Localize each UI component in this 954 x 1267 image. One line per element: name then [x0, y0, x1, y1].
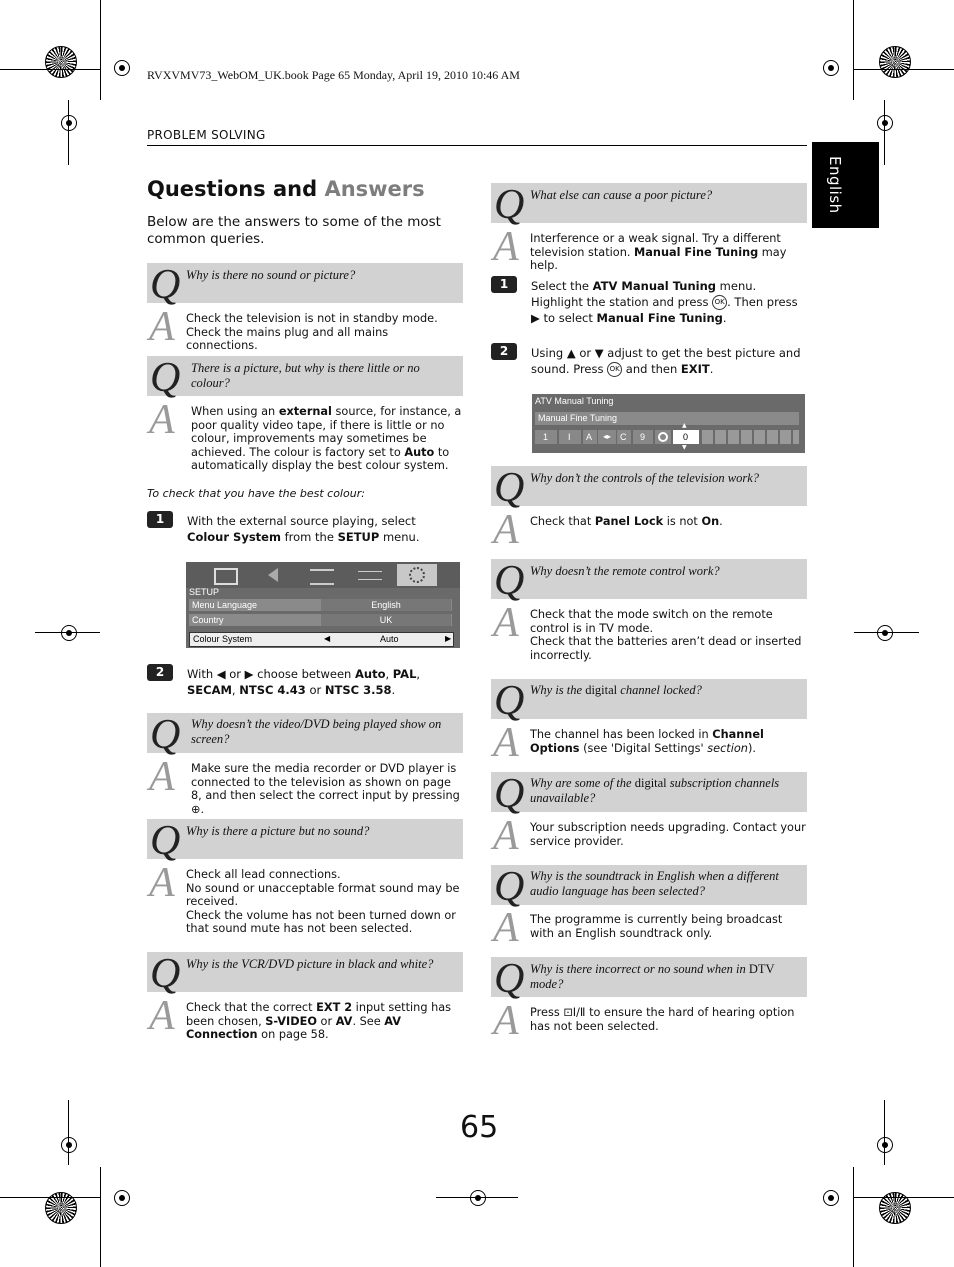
crop-line [100, 1167, 101, 1267]
instruction-note: To check that you have the best colour: [147, 487, 365, 500]
menu-title: SETUP [189, 587, 220, 597]
answer-text: Check all lead connections. No sound or unacceptable format sound may be received. Check the volume has not been turned down or that sound mute has not been selected. [186, 868, 460, 935]
down-arrow-icon: ▼ [682, 444, 687, 451]
crop-line [854, 632, 919, 633]
search-icon [655, 430, 671, 444]
tuning-cell: I [559, 430, 581, 444]
question-text: Why is the digital channel locked? [530, 683, 702, 697]
answer-text: Check that Panel Lock is not On. [530, 515, 723, 528]
answer-text: Press ⊡Ⅰ/Ⅱ to ensure the hard of hearing option has not been selected. [530, 1006, 795, 1033]
page-title: Questions and Answers [147, 177, 425, 201]
registration-mark-icon [114, 60, 130, 76]
menu-row-value: English [321, 599, 451, 611]
crop-line [854, 1197, 954, 1198]
crop-line [68, 1100, 69, 1165]
step-text: With the external source playing, select Colour System from the SETUP menu. [187, 514, 420, 544]
tuning-bar [702, 430, 799, 444]
q-letter: Q [494, 182, 525, 228]
a-letter: A [149, 993, 175, 1039]
registration-mark-icon [470, 1190, 486, 1206]
step-text: Select the ATV Manual Tuning menu. Highlight the station and press OK . Then press ▶ to select Manual Fine Tuning. [531, 279, 798, 325]
question-text: Why doesn’t the remote control work? [530, 564, 720, 578]
registration-mark-icon [61, 115, 77, 131]
q-letter: Q [494, 558, 525, 604]
question-text: Why is there incorrect or no sound when in DTV mode? [530, 962, 775, 991]
menu-row-label: Colour System [193, 634, 253, 644]
answer-text: Check that the mode switch on the remote control is in TV mode. Check that the batteries aren’t dead or inserted incorrectly. [530, 608, 802, 662]
menu-subtitle: Manual Fine Tuning [538, 413, 618, 423]
answer-text: Interference or a weak signal. Try a different television station. Manual Fine Tuning may help. [530, 232, 787, 272]
menu-row [189, 614, 452, 626]
a-letter: A [493, 507, 519, 553]
crop-line [884, 100, 885, 165]
q-letter: Q [494, 771, 525, 817]
a-letter: A [493, 905, 519, 951]
a-letter: A [493, 600, 519, 646]
q-letter: Q [494, 956, 525, 1002]
registration-mark-icon [823, 1190, 839, 1206]
atv-tuning-menu-screenshot [532, 394, 805, 453]
page-number: 65 [460, 1110, 499, 1145]
tuning-value-selected: 0 [673, 430, 699, 444]
a-letter: A [493, 720, 519, 766]
question-text: Why is there no sound or picture? [186, 268, 356, 282]
registration-mark-icon [61, 625, 77, 641]
menu-row [189, 599, 452, 611]
intro-text: Below are the answers to some of the most common queries. [147, 214, 441, 247]
question-text: Why is the soundtrack in English when a different audio language has been selected? [530, 869, 779, 898]
tuning-cell: 1 [535, 430, 557, 444]
a-letter: A [493, 998, 519, 1044]
crop-line [0, 69, 100, 70]
step-text: Using ▲ or ▼ adjust to get the best picture and sound. Press OK and then EXIT. [531, 346, 801, 376]
answer-text: When using an external source, for instance, a poor quality video tape, if there is little or no colour, improvements may sometimes be achieved. The colour is factory set to Auto to automatically display the best colour system. [191, 405, 462, 472]
up-arrow-icon: ▲ [682, 422, 687, 429]
crop-line [854, 69, 954, 70]
q-letter: Q [494, 864, 525, 910]
crop-line [0, 1197, 100, 1198]
a-letter: A [493, 224, 519, 270]
registration-mark-icon [114, 1190, 130, 1206]
q-letter: Q [150, 951, 181, 997]
q-letter: Q [150, 262, 181, 308]
a-letter: A [149, 860, 175, 906]
registration-starburst-icon [879, 46, 911, 78]
registration-mark-icon [61, 1137, 77, 1153]
crop-line [35, 632, 100, 633]
a-letter: A [493, 813, 519, 859]
picture-icon [310, 569, 334, 585]
question-text: There is a picture, but why is there little or no colour? [191, 361, 420, 390]
step-number: 1 [147, 511, 173, 528]
registration-starburst-icon [45, 46, 77, 78]
arrows-icon: ◂▸ [598, 430, 616, 444]
menu-row-selected [189, 632, 454, 647]
question-text: Why doesn’t the video/DVD being played show on screen? [191, 717, 442, 746]
a-letter: A [149, 754, 175, 800]
crop-line [853, 0, 854, 100]
section-label: PROBLEM SOLVING [147, 128, 266, 142]
question-text: Why don’t the controls of the television work? [530, 471, 760, 485]
sliders-icon [358, 571, 382, 580]
crop-line [853, 1167, 854, 1267]
registration-mark-icon [877, 625, 893, 641]
q-letter: Q [494, 678, 525, 724]
menu-row-label: Menu Language [192, 600, 258, 610]
menu-subtitle-bar [535, 412, 799, 425]
gear-icon [397, 564, 437, 586]
ok-button-icon: OK [712, 295, 727, 310]
crop-line [436, 1197, 518, 1198]
crop-line [884, 1100, 885, 1165]
tuning-cell: 9 [633, 430, 653, 444]
a-letter: A [149, 304, 175, 350]
q-letter: Q [150, 712, 181, 758]
answer-text: Check that the correct EXT 2 input setting has been chosen, S-VIDEO or AV. See AV Connection on page 58. [186, 1001, 452, 1041]
step-text: With ◀ or ▶ choose between Auto, PAL, SECAM, NTSC 4.43 or NTSC 3.58. [187, 667, 421, 697]
answer-text: The channel has been locked in Channel Options (see 'Digital Settings' section). [530, 728, 764, 755]
header-rule [147, 145, 807, 146]
tv-icon [214, 568, 238, 585]
registration-mark-icon [877, 115, 893, 131]
q-letter: Q [150, 355, 181, 401]
answer-text: Your subscription needs upgrading. Contact your service provider. [530, 821, 806, 848]
setup-menu-screenshot [186, 562, 460, 648]
ok-button-icon: OK [607, 362, 622, 377]
registration-mark-icon [823, 60, 839, 76]
q-letter: Q [150, 818, 181, 864]
question-text: Why is the VCR/DVD picture in black and white? [186, 957, 434, 971]
crop-line [68, 100, 69, 165]
registration-mark-icon [877, 1137, 893, 1153]
question-text: Why are some of the digital subscription channels unavailable? [530, 776, 780, 805]
crop-line [100, 0, 101, 100]
step-number: 2 [491, 343, 517, 360]
answer-text: Make sure the media recorder or DVD player is connected to the television as shown on page 8, and then select the correct input by pressing ⊕. [191, 762, 460, 816]
menu-title: ATV Manual Tuning [535, 396, 614, 406]
step-number: 1 [491, 276, 517, 293]
left-arrow-icon: ◀ [324, 634, 331, 643]
tuning-cell: A [583, 430, 597, 444]
a-letter: A [149, 397, 175, 443]
print-info: RVXVMV73_WebOM_UK.book Page 65 Monday, April 19, 2010 10:46 AM [147, 68, 520, 82]
tuning-cell: C [617, 430, 631, 444]
language-tab: English [812, 142, 879, 228]
menu-row-value: UK [321, 614, 451, 626]
menu-row-label: Country [192, 615, 224, 625]
question-text: What else can cause a poor picture? [530, 188, 713, 202]
answer-text: The programme is currently being broadcast with an English soundtrack only. [530, 913, 783, 940]
menu-row-value: Auto [380, 634, 399, 644]
speaker-icon [268, 568, 278, 582]
q-letter: Q [494, 465, 525, 511]
step-number: 2 [147, 664, 173, 681]
question-text: Why is there a picture but no sound? [186, 824, 370, 838]
right-arrow-icon: ▶ [445, 634, 452, 643]
answer-text: Check the television is not in standby mode. Check the mains plug and all mains connections. [186, 312, 438, 352]
